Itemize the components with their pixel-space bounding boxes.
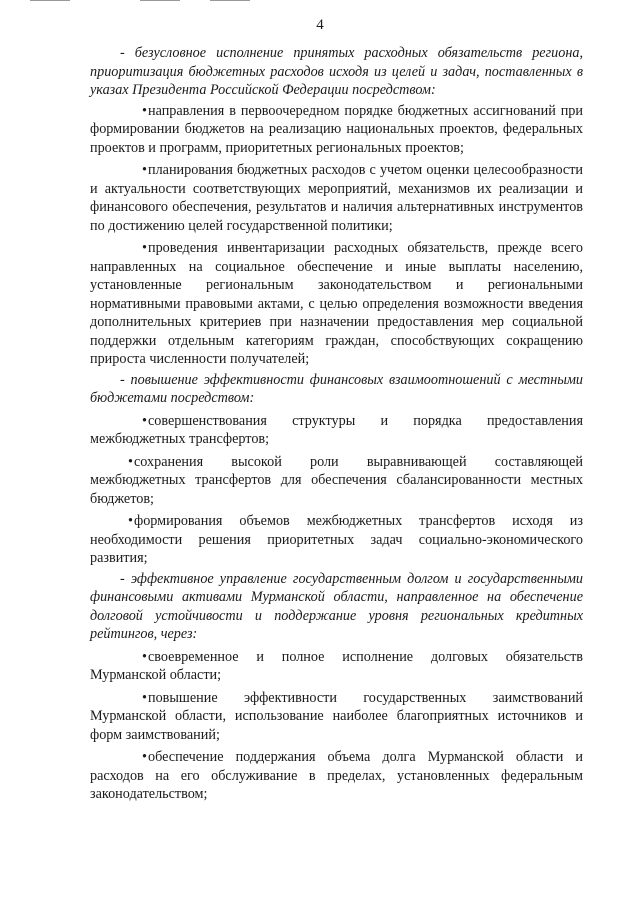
bullet-marker: •: [142, 749, 147, 765]
bullet-marker: •: [142, 102, 147, 119]
document-body: [90, 44, 583, 804]
bullet-paragraph: •формирования объемов межбюджетных трансфертов исходя из необходимости решения приоритетных задач социально-экономического развития;: [90, 513, 583, 566]
paragraph-italic: - безусловное исполнение принятых расходных обязательств региона, приоритизация бюджетных расходов исходя из целей и задач, поставленных в указах Президента Российской Федерации посредством:: [90, 45, 583, 98]
bullet-marker: •: [128, 513, 133, 529]
bullet-paragraph: •своевременное и полное исполнение долговых обязательств Мурманской области;: [90, 648, 583, 683]
bullet-paragraph: •сохранения высокой роли выравнивающей составляющей межбюджетных трансфертов для обеспечения сбалансированности местных бюджетов;: [90, 453, 583, 507]
scan-edge-mark: [210, 0, 250, 1]
bullet-paragraph: •планирования бюджетных расходов с учетом оценки целесообразности и актуальности соответствующих мероприятий, механизмов их реализации и финансового обеспечения, результатов и наличия альтернативных инструментов по достижению целей государственной политики;: [90, 162, 583, 234]
bullet-marker: •: [142, 648, 147, 665]
bullet-paragraph: •проведения инвентаризации расходных обязательств, прежде всего направленных на социальное обеспечение и иные выплаты населению, установленные региональным законодательством и региональными нормативными правовыми актами, с целью определения возможности введения дополнительных критериев при назначении предоставления мер социальной поддержки отдельным категориям граждан, способствующих сокращению прироста численности получателей;: [90, 240, 583, 367]
page-number: 4: [316, 17, 324, 33]
bullet-marker: •: [142, 240, 147, 256]
paragraph-italic: - повышение эффективности финансовых взаимоотношений с местными бюджетами посредством:: [90, 371, 583, 406]
bullet-paragraph: •совершенствования структуры и порядка предоставления межбюджетных трансфертов;: [90, 412, 583, 447]
bullet-marker: •: [142, 412, 147, 429]
bullet-paragraph: •направления в первоочередном порядке бюджетных ассигнований при формировании бюджетов на реализацию национальных проектов, федеральных проектов и программ, приоритетных региональных проектов;: [90, 102, 583, 156]
paragraph-italic: - эффективное управление государственным долгом и государственными финансовыми активами Мурманской области, направленное на обеспечение долговой устойчивости и поддержание уровня региональных кредитных рейтингов, через:: [90, 570, 583, 642]
bullet-marker: •: [142, 162, 147, 178]
scan-edge-mark: [140, 0, 180, 1]
bullet-marker: •: [128, 453, 133, 470]
bullet-paragraph: •повышение эффективности государственных заимствований Мурманской области, использование наиболее благоприятных источников и форм заимствований;: [90, 689, 583, 743]
scan-edge-mark: [30, 0, 70, 1]
bullet-marker: •: [142, 689, 147, 706]
bullet-paragraph: •обеспечение поддержания объема долга Мурманской области и расходов на его обслуживание в пределах, установленных федеральным законодательством;: [90, 749, 583, 802]
